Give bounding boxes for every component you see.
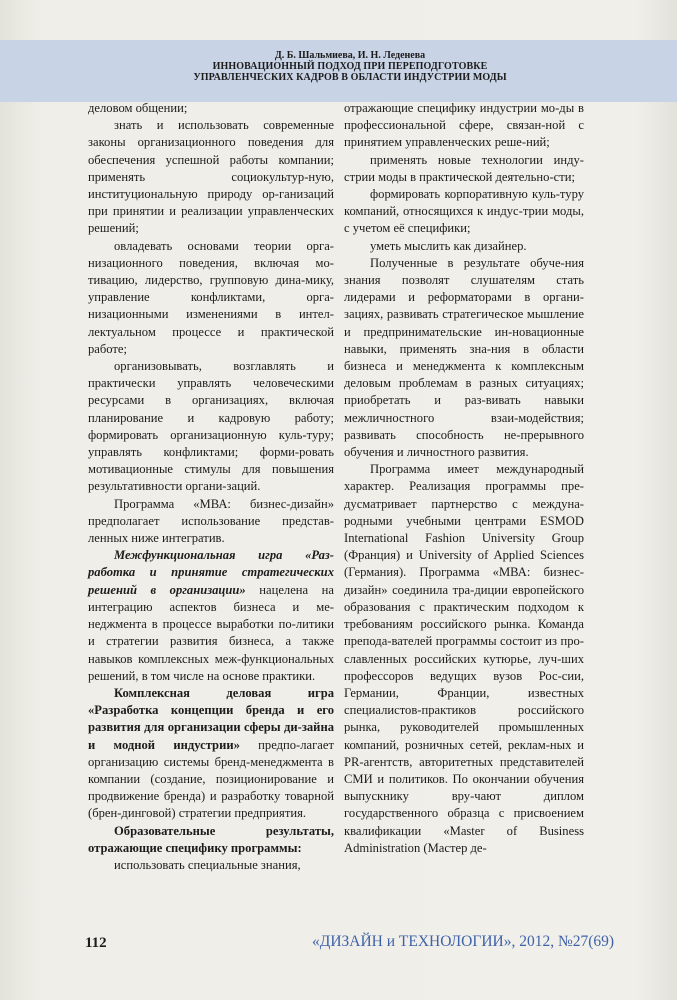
emphasis-heading: Комплексная деловая игра «Разработка концепции бренда и его развития для организации сферы ди-зайна и модной индустрии» xyxy=(88,685,334,752)
header-title-line-1: ИННОВАЦИОННЫЙ ПОДХОД ПРИ ПЕРЕПОДГОТОВКЕ xyxy=(212,61,488,72)
section-heading: Образовательные результаты, отражающие специфику программы: xyxy=(88,823,334,855)
paragraph xyxy=(88,547,334,685)
paragraph: формировать корпоративную куль-туру компаний, относящихся к индус-трии моды, с учетом её специфики; xyxy=(344,187,584,236)
emphasis-heading: Межфункциональная игра «Раз-работка и принятие стратегических решений в организации» xyxy=(88,548,334,597)
left-column xyxy=(88,100,334,874)
paragraph: отражающие специфику индустрии мо-ды в профессиональной сфере, связан-ной с принятием управленческих реше-ний; xyxy=(344,101,584,150)
paragraph-text: предпо-лагает организацию системы бренд-менеджмента в компании (создание, позиционирование и продвижение бренда) и разработку товарной (брен-динговой) стратегии предприятия. xyxy=(88,737,334,821)
page-number: 112 xyxy=(85,935,107,951)
right-column xyxy=(344,100,584,857)
paragraph: овладевать основами теории орга-низационного поведения, включая мо-тивацию, лидерство, групповую дина-мику, управление конфликтами, орга-низационными изменениями в интел-лектуальном процессе и практической работе; xyxy=(88,238,334,356)
paragraph: Полученные в результате обуче-ния знания позволят слушателям стать лидерами и реформаторами в органи-зациях, развивать стратегическое мышление и предпринимательские ин-новационные навыки, применять зна-ния в области бизнеса и менеджмента к комплексным деловым проблемам в разных ситуациях; приобретать и раз-вивать навыки межличностного взаи-модействия; развивать способность не-прерывного обучения и личностного развития. xyxy=(344,255,584,460)
header-title-line-2: УПРАВЛЕНЧЕСКИХ КАДРОВ В ОБЛАСТИ ИНДУСТРИИ МОДЫ xyxy=(193,72,507,83)
paragraph-text: нацелена на интеграцию аспектов бизнеса и ме-неджмента в процессе выработки по-литики и стратегии развития бизнеса, а также навыков комплексных меж-функциональных решений, в том числе на основе практики. xyxy=(88,582,334,683)
paragraph: применять новые технологии инду-стрии моды в практической деятельно-сти; xyxy=(344,152,584,184)
paragraph: уметь мыслить как дизайнер. xyxy=(370,238,527,253)
header-authors: Д. Б. Шальмиева, И. Н. Леденева xyxy=(274,50,426,61)
paragraph: организовывать, возглавлять и практически управлять человеческими ресурсами в организациях, включая планирование и кадровую работу; формировать организационную куль-туру; управлять конфликтами; форми-ровать мотивационные стимулы для повышения результативности органи-заций. xyxy=(88,359,334,494)
paragraph: знать и использовать современные законы организационного поведения для обеспечения успешной работы компании; применять социокультур-ную, институциональную природу ор-ганизаций при принятии и реализации управленческих решений; xyxy=(88,118,334,236)
paragraph xyxy=(88,685,334,823)
paragraph: использовать специальные знания, xyxy=(114,857,301,872)
paragraph: Программа имеет международный характер. Реализация программы пре-дусматривает партнерство с междуна-родными учебными центрами ESMOD International Fashion University Group (Франция) и University of Applied Sciences (Германия). Программа «МВА: бизнес-дизайн» соединила тра-диции европейского образования с практическим подходом к требованиям российского рынка. Команда препода-вателей программы состоит из про-славленных российских кутюрье, луч-ших профессоров ведущих вузов Рос-сии, Германии, Франции, известных специалистов-практиков российского рынка, руководителей промышленных компаний, розничных сетей, реклам-ных и PR-агентств, авторитетных представителей СМИ и политиков. По окончании обучения выпускнику вру-чают диплом государственного образца с присвоением квалификации «Master of Business Administration (Мастер де- xyxy=(344,462,584,855)
paragraph: деловом общении; xyxy=(88,101,188,115)
journal-footer: «ДИЗАЙН и ТЕХНОЛОГИИ», 2012, №27(69) xyxy=(312,933,615,950)
running-header xyxy=(150,50,550,83)
paragraph: Программа «МВА: бизнес-дизайн» предполагает использование представ-ленных ниже интегратив. xyxy=(88,496,334,546)
